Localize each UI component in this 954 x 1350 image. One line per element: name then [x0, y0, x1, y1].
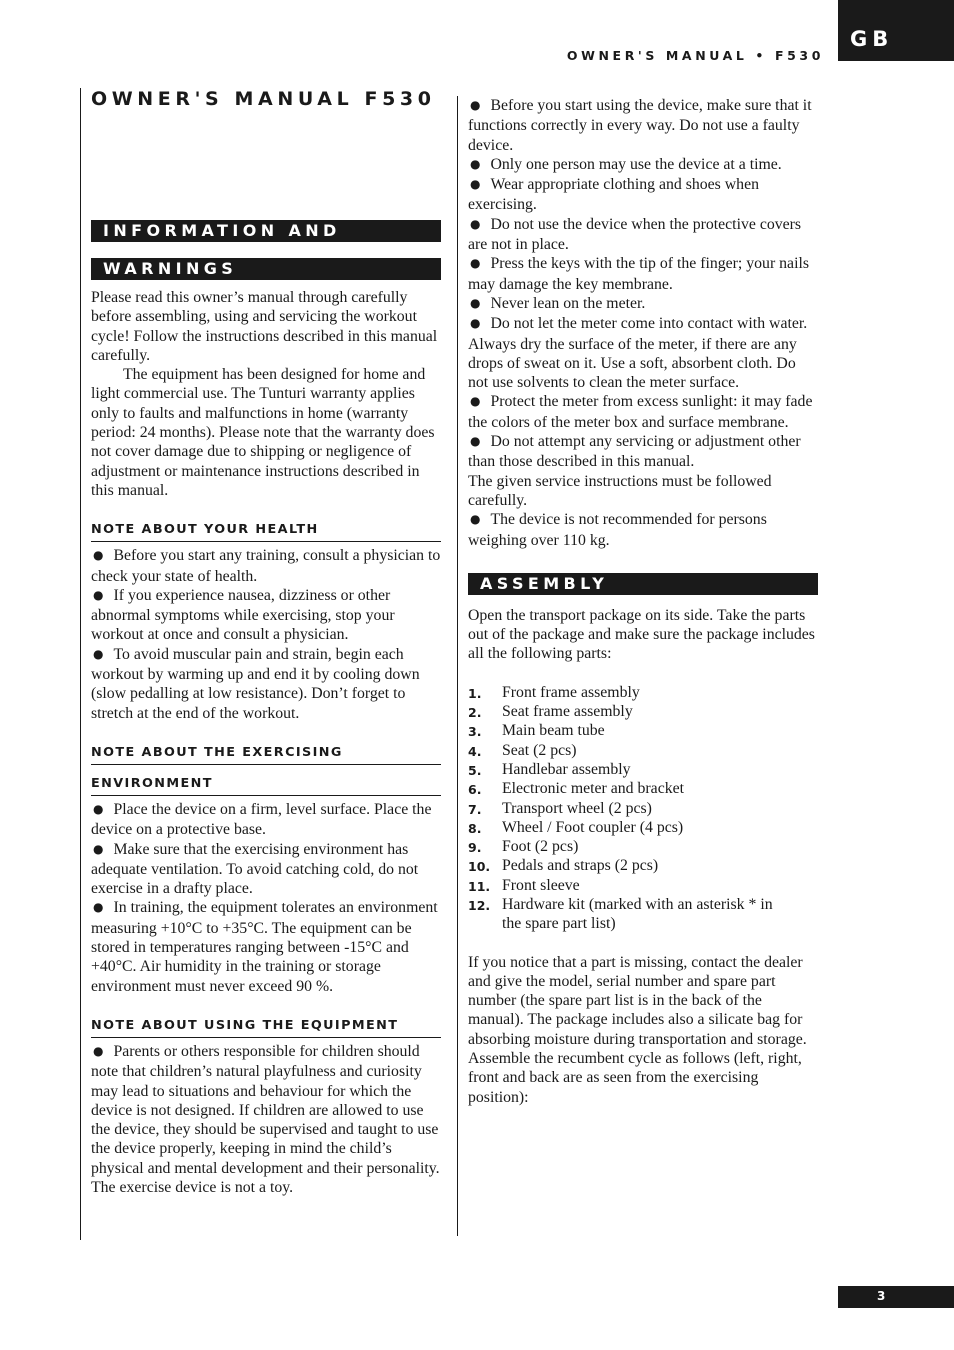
environment-item: ● Place the device on a firm, level surface. Place the device on a protective base.: [91, 800, 441, 840]
subheading-health: NOTE ABOUT YOUR HEALTH: [91, 518, 441, 542]
part-label: Electronic meter and bracket: [502, 780, 685, 798]
part-number: 11.: [468, 878, 491, 894]
parts-list-item: [468, 837, 818, 856]
part-number: 12.: [468, 897, 491, 913]
part-number: 5.: [468, 762, 482, 778]
running-head: OWNER'S MANUAL • F530: [566, 48, 824, 63]
parts-list-item: [468, 779, 818, 798]
center-column-rule: [457, 96, 458, 1236]
part-number: 7.: [468, 801, 482, 817]
warning-item: ● Press the keys with the tip of the finger; your nails may damage the key membrane.: [468, 254, 818, 294]
part-label: Wheel / Foot coupler (4 pcs): [502, 818, 684, 836]
parts-list-item: [468, 721, 818, 740]
warning-item: ● Do not use the device when the protective covers are not in place.: [468, 215, 818, 255]
parts-list-item: [468, 683, 818, 702]
part-number: 2.: [468, 705, 482, 721]
warning-item: ● Before you start using the device, make sure that it functions correctly in every way. Do not use a faulty device.: [468, 96, 818, 155]
language-tab: GB: [838, 0, 954, 61]
section-heading-assembly: ASSEMBLY: [468, 573, 818, 595]
health-item: ● To avoid muscular pain and strain, begin each workout by warming up and end it by cooling down (slow pedalling at low resistance). Don’t forget to stretch at the end of the workout.: [91, 645, 441, 723]
part-label: Main beam tube: [502, 722, 605, 740]
left-column-rule: [80, 88, 81, 1240]
warning-item: ● The device is not recommended for persons weighing over 110 kg.: [468, 510, 818, 550]
warning-item: ● Do not attempt any servicing or adjustment other than those described in this manual.: [468, 432, 818, 472]
parts-list-item: [468, 799, 818, 818]
section-heading-warnings: WARNINGS: [91, 258, 441, 280]
warranty-paragraph: The equipment has been designed for home and light commercial use. The Tunturi warranty applies only to faults and malfunctions in home (warranty period: 24 months). Please note that the warranty does not cover damage due to shipping or negligence of adjustment or maintenance instructions described in this manual.: [91, 366, 435, 499]
part-label: Transport wheel (2 pcs): [502, 799, 652, 817]
part-label: Front sleeve: [502, 876, 580, 894]
right-column: [468, 96, 818, 1107]
warnings-list: [468, 96, 818, 550]
equipment-item: ● Parents or others responsible for children should note that children’s natural playfulness and curiosity may lead to situations and behaviour for which the device is not designed. If children are allowed to use the device, they should be supervised and taught to use the device properly, keeping in mind the child’s physical and mental development and their personality. The exercise device is not a toy.: [91, 1042, 441, 1197]
part-number: 4.: [468, 743, 482, 759]
missing-part-paragraph: If you notice that a part is missing, contact the dealer and give the model, serial number and spare part number (the spare part list is in the back of the manual). The package includes also a silicate bag for absorbing moisture during transportation and storage. Assemble the recumbent cycle as follows (left, right, front and back are as seen from the exercising position):: [468, 953, 807, 1106]
environment-list: [91, 800, 441, 996]
parts-list-item: [468, 876, 818, 895]
parts-list-item: [468, 741, 818, 760]
part-label: Front frame assembly: [502, 683, 640, 701]
left-column: [91, 90, 441, 1197]
health-list: [91, 546, 441, 723]
parts-list-item: [468, 702, 818, 721]
parts-list-item: [468, 856, 818, 875]
page-number: 3: [838, 1286, 954, 1308]
intro-paragraph: Please read this owner’s manual through carefully before assembling, using and servicing the workout cycle! Follow the instructions described in this manual carefully.: [91, 289, 438, 364]
part-label: Handlebar assembly: [502, 760, 631, 778]
warning-item: ● Protect the meter from excess sunlight: it may fade the colors of the meter box and surface membrane.: [468, 392, 818, 432]
part-label: Seat (2 pcs): [502, 741, 577, 759]
warning-item: ● Never lean on the meter.: [468, 294, 818, 314]
parts-list-item: [468, 818, 818, 837]
environment-item: ● Make sure that the exercising environment has adequate ventilation. To avoid catching cold, do not exercise in a drafty place.: [91, 840, 441, 899]
assembly-intro: Open the transport package on its side. Take the parts out of the package and make sure the package includes all the following parts:: [468, 606, 815, 663]
part-label: Foot (2 pcs): [502, 838, 579, 856]
part-number: 1.: [468, 685, 482, 701]
service-note: The given service instructions must be followed carefully.: [468, 472, 772, 509]
part-number: 3.: [468, 724, 482, 740]
parts-list: [468, 683, 818, 934]
section-heading-information: INFORMATION AND: [91, 220, 441, 242]
environment-item: ● In training, the equipment tolerates an environment measuring +10°C to +35°C. The equipment can be stored in temperatures ranging between -15°C and +40°C. Air humidity in the training or storage environment must never exceed 90 %.: [91, 898, 441, 995]
parts-list-item: [468, 760, 818, 779]
part-number: 6.: [468, 782, 482, 798]
equipment-list: [91, 1042, 441, 1197]
part-number: 10.: [468, 859, 491, 875]
warning-item: ● Wear appropriate clothing and shoes when exercising.: [468, 175, 818, 215]
part-label: Hardware kit (marked with an asterisk * in the spare part list): [502, 895, 773, 933]
health-item: ● Before you start any training, consult a physician to check your state of health.: [91, 546, 441, 586]
part-label: Seat frame assembly: [502, 703, 633, 721]
warning-item: ● Do not let the meter come into contact with water. Always dry the surface of the meter, if there are any drops of sweat on it. Use a soft, absorbent cloth. Do not use solvents to clean the meter surface.: [468, 314, 818, 392]
part-label: Pedals and straps (2 pcs): [502, 857, 659, 875]
subheading-environment-cont: ENVIRONMENT: [91, 772, 441, 796]
part-number: 8.: [468, 820, 482, 836]
subheading-equipment: NOTE ABOUT USING THE EQUIPMENT: [91, 1014, 441, 1038]
document-title: OWNER'S MANUAL F530: [91, 88, 436, 110]
health-item: ● If you experience nausea, dizziness or other abnormal symptoms while exercising, stop your workout at once and consult a physician.: [91, 586, 441, 645]
part-number: 9.: [468, 840, 482, 856]
parts-list-item: [468, 895, 818, 934]
warning-item: ● Only one person may use the device at a time.: [468, 155, 818, 175]
subheading-environment: NOTE ABOUT THE EXERCISING: [91, 741, 441, 765]
